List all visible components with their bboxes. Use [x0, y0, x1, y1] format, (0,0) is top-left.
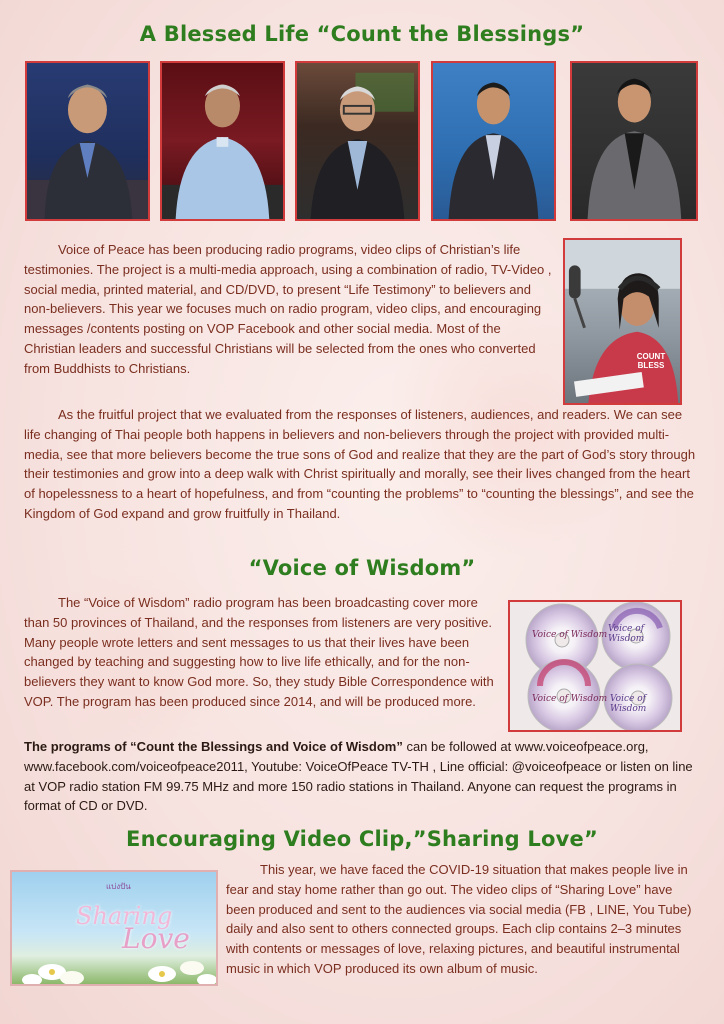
person-figure-icon [27, 63, 149, 219]
section-title-sharing-love: Encouraging Video Clip,”Sharing Love” [126, 827, 598, 851]
paragraph-project-intro: Voice of Peace has been producing radio programs, video clips of Christian’s life testimonies. The project is a multi-media approach, using a combination of radio, TV-Video , social media, printed material, and CD/DVD, to present “Life Testimony” to believers and non-believers. This year we focuses much on radio program, video clips, and encouraging messages /contents posting on VOP Facebook and other social media. Most of the Christian leaders and successful Christians will be selected from the ones who converted from Buddhists to Christians. [24, 242, 552, 376]
sharing-love-word: Love [122, 922, 190, 955]
studio-shirt-text: COUNT BLESS [636, 352, 666, 370]
cd-label: Voice of Wisdom [608, 624, 645, 644]
host-with-microphone-icon [565, 240, 681, 403]
sharing-love-script: Sharing [76, 902, 173, 930]
person-figure-icon [297, 63, 419, 219]
section-title-count-the-blessings: A Blessed Life “Count the Blessings” [139, 22, 585, 46]
cd-label: Voice of Wisdom [532, 630, 608, 640]
voice-of-wisdom-cd-photo [508, 600, 682, 732]
paragraph-voice-of-wisdom: The “Voice of Wisdom” radio program has been broadcasting cover more than 50 provinces of Thailand, and the responses from listeners are very positive. Many people wrote letters and sent messages to us that their lives have been changed by teaching and suggesting how to live life ethically, and for the non-believers they want to know God more. So, they study Bible Correspondence with VOP. The program has been produced since 2014, and will be produced more. [24, 595, 494, 709]
person-figure-icon [572, 63, 697, 219]
portrait-photo-2 [160, 61, 285, 221]
person-figure-icon [162, 63, 284, 219]
sharing-love-thumbnail [10, 870, 218, 986]
portrait-photo-5 [570, 61, 698, 221]
paragraph-sharing-love: This year, we have faced the COVID-19 situation that makes people live in fear and stay home rather than go out. The video clips of “Sharing Love” have been produced and sent to the audiences via social media (FB , LINE, You Tube) daily and also sent to others connected groups. Each clip contains 2–3 minutes with contents or messages of love, relaxing pictures, and beautiful instrumental music in which VOP produced its own album of music. [226, 862, 692, 976]
portrait-photo-1 [25, 61, 150, 221]
cd-label: Voice of Wisdom [532, 694, 608, 704]
program-links-heading: The programs of “Count the Blessings and Voice of Wisdom” [24, 739, 403, 754]
portrait-photo-3 [295, 61, 420, 221]
paragraph-project-results: As the fruitful project that we evaluated from the responses of listeners, audiences, and readers. We can see life changing of Thai people both happens in believers and non-believers through the project with provided multi-media, see that more believers become the true sons of God and realize that they are the part of God’s story through their testimonies and grow into a deep walk with Christ spiritually and morally, see their lives changed from the heart of hopelessness to a heart of hopefulness, and from “counting the problems” to “counting the blessings”, and see the Kingdom of God expand and grow fruitfully in Thailand. [24, 407, 696, 521]
program-links-text: can be followed at www.voiceofpeace.org, www.facebook.com/voiceofpeace2011, Youtube: VoiceOfPeace TV-TH , Line official: @voiceofpeace or listen on line at VOP radio station FM 99.75 MHz and more 150 radio stations in Thailand. Anyone can request the programs in format of CD or DVD. [24, 739, 693, 814]
radio-studio-photo [563, 238, 682, 405]
portrait-photo-4 [431, 61, 556, 221]
paragraph-program-links [24, 737, 702, 816]
cd-label: Voice of Wisdom [610, 694, 647, 714]
person-figure-icon [433, 63, 555, 219]
section-title-voice-of-wisdom: “Voice of Wisdom” [248, 556, 476, 580]
sharing-love-thai-logo: แบ่งปัน [106, 882, 131, 891]
